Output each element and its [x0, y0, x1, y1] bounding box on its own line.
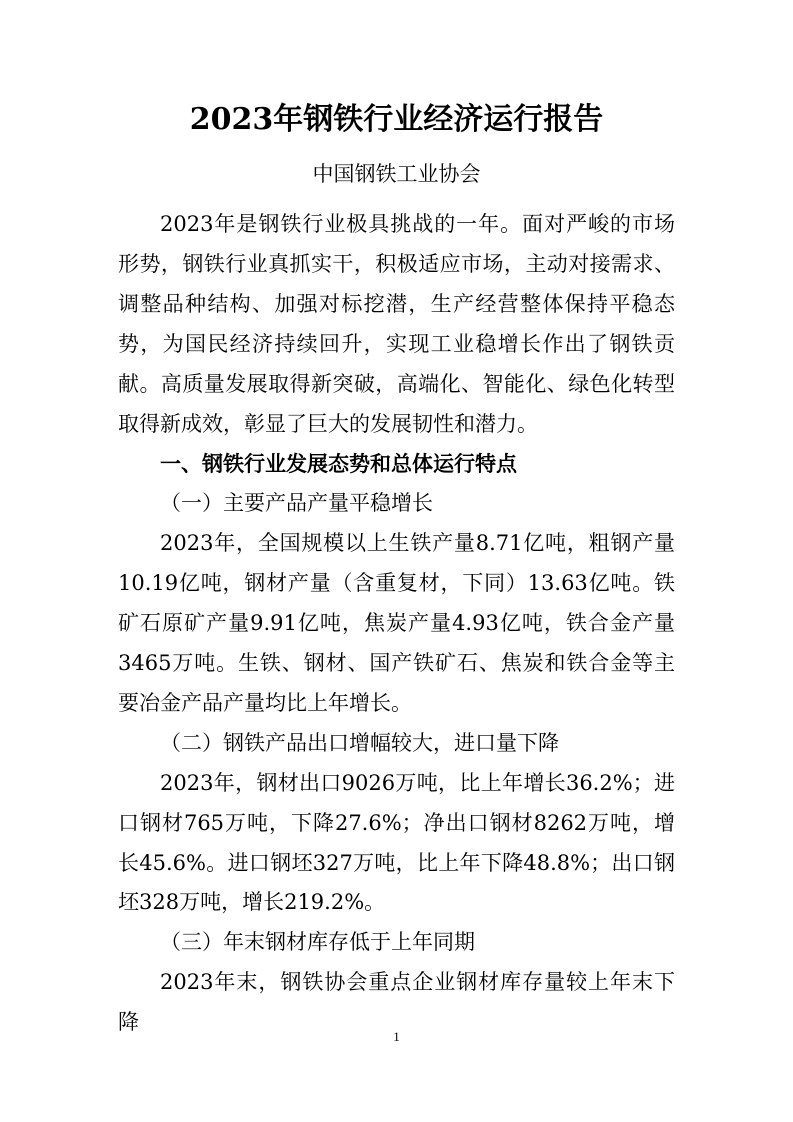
paragraph-production: 2023年，全国规模以上生铁产量8.71亿吨，粗钢产量10.19亿吨，钢材产量（含重复材，下同）13.63亿吨。铁矿石原矿产量9.91亿吨，焦炭产量4.93亿吨，铁合金产量3465万吨。生铁、钢材、国产铁矿石、焦炭和铁合金等主要冶金产品产量均比上年增长。 — [118, 531, 675, 715]
document-body — [118, 205, 675, 1043]
page-number: 1 — [393, 1029, 400, 1044]
subsection-heading: （一）主要产品产量平稳增长 — [160, 491, 433, 516]
paragraph-intro: 2023年是钢铁行业极具挑战的一年。面对严峻的市场形势，钢铁行业真抓实干，积极适应市场，主动对接需求、调整品种结构、加强对标挖潜，生产经营整体保持平稳态势，为国民经济持续回升，实现工业稳增长作出了钢铁贡献。高质量发展取得新突破，高端化、智能化、绿色化转型取得新成效，彰显了巨大的发展韧性和潜力。 — [118, 212, 675, 436]
section-heading: 一、钢铁行业发展态势和总体运行特点 — [160, 451, 517, 477]
subsection-heading: （二）钢铁产品出口增幅较大，进口量下降 — [160, 730, 559, 755]
document-title: 2023年钢铁行业经济运行报告 — [189, 102, 604, 137]
document-author: 中国钢铁工业协会 — [312, 162, 481, 186]
subsection-heading: （三）年末钢材库存低于上年同期 — [160, 930, 475, 955]
paragraph-inventory: 2023年末，钢铁协会重点企业钢材库存量较上年末下降 — [118, 970, 675, 1035]
paragraph-trade: 2023年，钢材出口9026万吨，比上年增长36.2%；进口钢材765万吨，下降27.6%；净出口钢材8262万吨，增长45.6%。进口钢坯327万吨，比上年下降48.8%；出口钢坯328万吨，增长219.2%。 — [118, 770, 675, 915]
